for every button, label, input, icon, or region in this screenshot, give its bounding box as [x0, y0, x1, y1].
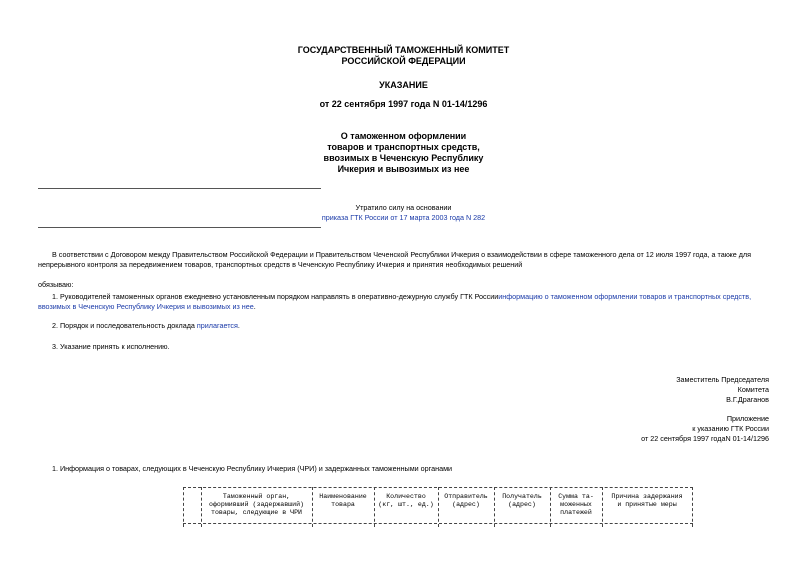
- table-header-cell: Количество (кг, шт., ед.): [378, 493, 434, 508]
- appendix-line3: от 22 сентября 1997 годаN 01-14/1296: [641, 434, 769, 443]
- item-2: [52, 321, 240, 332]
- doc-title-line1: О таможенном оформлении: [340, 131, 467, 141]
- table-header-cell: Отправитель (адрес): [444, 493, 488, 508]
- status-text: Утратило силу на основании: [355, 203, 452, 212]
- item-1-cont: [38, 302, 256, 313]
- item-1-text: 1. Руководителей таможенных органов ежедневно установленным порядком направлять в оперативно-дежурную службу ГТК России: [52, 292, 499, 301]
- item-1-end: .: [253, 302, 256, 311]
- item-2-link[interactable]: прилагается: [196, 321, 238, 330]
- doc-title-line3: ввозимых в Чеченскую Республику: [323, 153, 484, 163]
- table-header-cell: Причина задержания и принятые меры: [611, 493, 683, 508]
- divider-top: [38, 188, 321, 189]
- table-header-cell: Наименование товара: [319, 493, 367, 508]
- item-2-text: 2. Порядок и последовательность доклада: [52, 321, 197, 330]
- item-1-link[interactable]: информацию о таможенном оформлении товаров и транспортных средств,: [498, 292, 752, 301]
- doc-date: от 22 сентября 1997 года N 01-14/1296: [319, 99, 488, 109]
- org-name-line2: РОССИЙСКОЙ ФЕДЕРАЦИИ: [341, 56, 466, 66]
- item-1: [52, 292, 751, 303]
- org-name-line1: ГОСУДАРСТВЕННЫЙ ТАМОЖЕННЫЙ КОМИТЕТ: [297, 45, 510, 55]
- doc-title-line4: Ичкерия и вывозимых из нее: [337, 164, 470, 174]
- oblig-text: обязываю:: [38, 280, 74, 289]
- table-header-cell: Получатель (адрес): [502, 493, 542, 508]
- item-1-link-cont[interactable]: ввозимых в Чеченскую Республику Ичкерия и вывозимых из нее: [38, 302, 254, 311]
- doc-title-line2: товаров и транспортных средств,: [327, 142, 480, 152]
- table-col-sep: [183, 487, 184, 527]
- divider-bottom: [38, 227, 321, 228]
- table-header-cell: Сумма та- моженных платежей: [558, 493, 594, 516]
- item-2-end: .: [237, 321, 240, 330]
- table-header-cell: Таможенный орган, оформивший (задержавший) товары, следующие в ЧРИ: [209, 493, 304, 516]
- signature-name: В.Г.Драганов: [726, 395, 769, 404]
- doc-type: УКАЗАНИЕ: [379, 80, 428, 90]
- table-col-sep: [692, 487, 693, 527]
- signature-line1: Заместитель Председателя: [676, 375, 769, 384]
- intro-line1: В соответствии с Договором между Правительством Российской Федерации и Правительством Чеченской Республики Ичкерия о взаимодействии в сфере таможенного дела от 12 июля 1997 года, а также для: [52, 250, 751, 259]
- table-caption: 1. Информация о товарах, следующих в Чеченскую Республику Ичкерия (ЧРИ) и задержанных таможенными органами: [52, 464, 453, 473]
- item-3: 3. Указание принять к исполнению.: [52, 342, 170, 351]
- appendix-line2: к указанию ГТК России: [692, 424, 769, 433]
- signature-line2: Комитета: [737, 385, 769, 394]
- status-link[interactable]: приказа ГТК России от 17 марта 2003 года N 282: [321, 213, 486, 222]
- intro-line2: непрерывного контроля за передвижением товаров, транспортных средств в Чеченскую Республику Ичкерия и принятия необходимых решений: [38, 260, 523, 269]
- appendix-line1: Приложение: [726, 414, 769, 423]
